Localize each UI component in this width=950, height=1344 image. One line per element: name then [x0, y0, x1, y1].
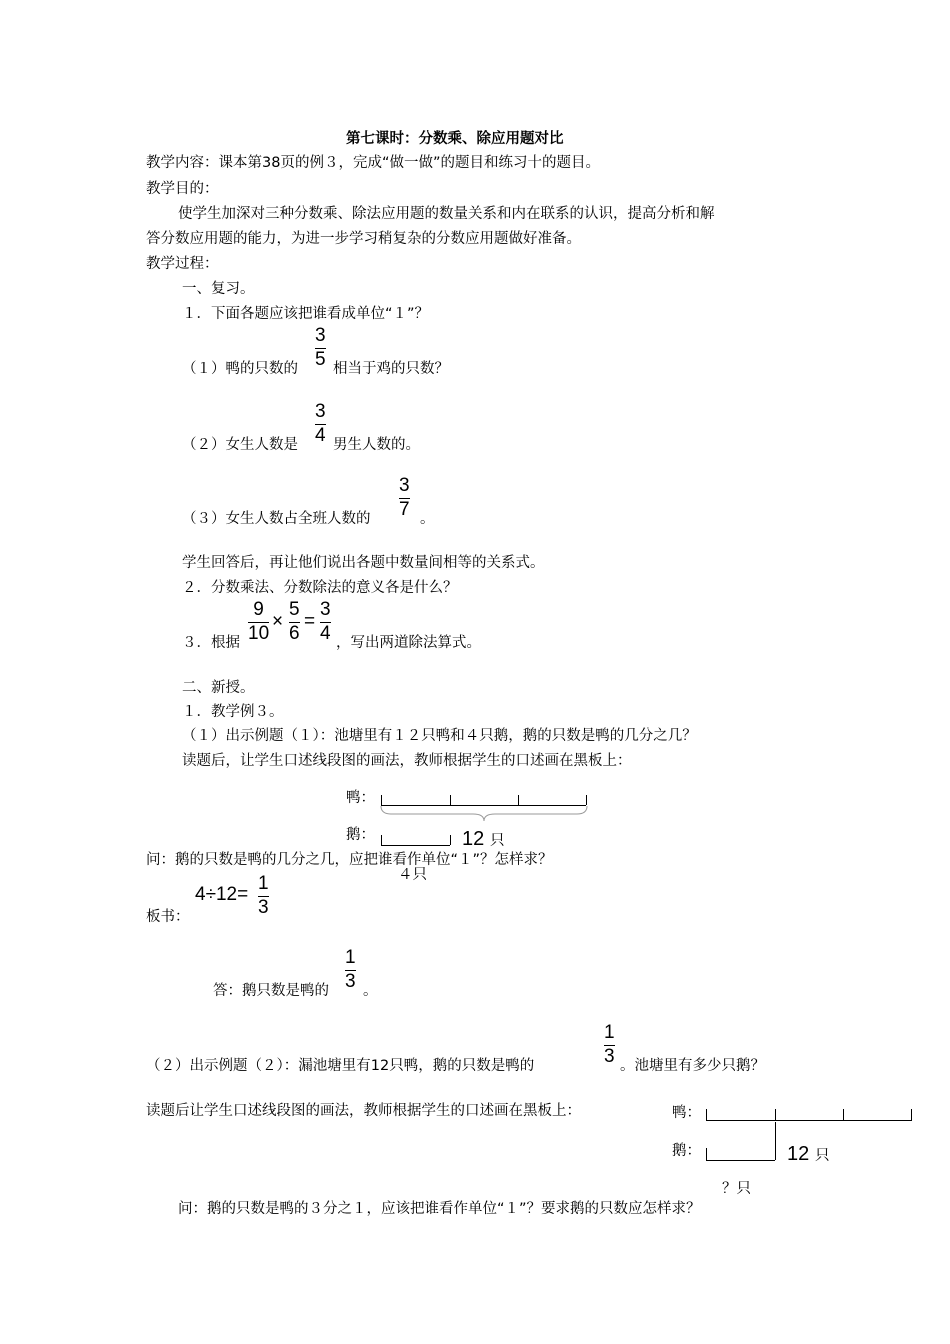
fraction-denominator: 3 [345, 971, 356, 992]
goose-unknown: ？只 [722, 1181, 751, 1197]
fraction-numerator: 3 [320, 599, 331, 620]
fraction-denominator: 4 [315, 425, 326, 446]
fraction-denominator: 4 [320, 623, 331, 644]
calculation: 4÷12= [195, 884, 249, 905]
example-2-suffix: 。池塘里有多少只鹅？ [620, 1058, 765, 1074]
fraction-denominator: 7 [399, 499, 410, 520]
total-unit: 只 [490, 833, 505, 849]
fraction-3-4 [320, 600, 331, 644]
teaching-content: 教学内容：课本第38页的例３，完成“做一做”的题目和练习十的题目。 [146, 155, 600, 171]
segment-tick [911, 1109, 912, 1120]
fraction-numerator: 5 [289, 599, 300, 620]
fraction-numerator: 9 [253, 599, 264, 620]
fraction-numerator: 3 [315, 325, 326, 346]
review-item-3-suffix: 。 [420, 511, 435, 527]
total-brace [381, 806, 587, 822]
goose-count: ４只 [398, 867, 427, 883]
duck-segment [706, 1120, 912, 1121]
board-label: 板书： [146, 909, 190, 925]
fraction-denominator: 10 [248, 623, 270, 644]
example-1: （１）出示例题（１）：池塘里有１２只鸭和４只鹅，鹅的只数是鸭的几分之几？ [182, 728, 697, 744]
times-sign: × [272, 611, 284, 632]
fraction-numerator: 1 [604, 1022, 615, 1043]
fraction-numerator: 3 [315, 401, 326, 422]
new-heading: 二、新授。 [182, 680, 255, 696]
segment-tick [518, 795, 519, 805]
goal-text-line-1: 使学生加深对三种分数乘、除法应用题的数量关系和内在联系的认识，提高分析和解 [178, 206, 715, 222]
fraction-9-10 [248, 600, 269, 644]
review-question-2: ２．分数乘法、分数除法的意义各是什么？ [182, 580, 458, 596]
segment-tick [775, 1122, 776, 1160]
review-item-1-prefix: （１）鸭的只数的 [182, 361, 298, 377]
fraction-1-3 [604, 1023, 615, 1067]
fraction-3-4 [315, 402, 326, 446]
review-question-3-suffix: ，写出两道除法算式。 [336, 635, 481, 651]
answer-prefix: 答：鹅只数是鸭的 [213, 983, 329, 999]
segment-tick [450, 835, 451, 845]
goose-segment [706, 1160, 775, 1161]
example-2-prefix: （２）出示例题（２）：漏池塘里有12只鸭，鹅的只数是鸭的 [146, 1058, 535, 1074]
segment-tick [843, 1109, 844, 1120]
segment-tick [706, 1148, 707, 1160]
fraction-3-7 [399, 476, 410, 520]
fraction-denominator: 3 [604, 1046, 615, 1067]
answer-suffix: 。 [363, 983, 378, 999]
review-question-3-prefix: ３．根据 [182, 635, 240, 651]
review-question-1: １．下面各题应该把谁看成单位“１”？ [182, 306, 430, 322]
fraction-5-6 [289, 600, 300, 644]
goose-segment [381, 845, 450, 846]
segment-tick [450, 795, 451, 805]
goal-text-line-2: 答分数应用题的能力，为进一步学习稍复杂的分数应用题做好准备。 [146, 231, 581, 247]
review-heading: 一、复习。 [182, 281, 255, 297]
duck-label: 鸭： [672, 1105, 701, 1121]
review-after: 学生回答后，再让他们说出各题中数量间相等的关系式。 [182, 555, 545, 571]
fraction-1-3 [345, 948, 356, 992]
total-count: 12 [787, 1143, 810, 1165]
segment-tick [706, 1109, 707, 1120]
total-unit: 只 [815, 1148, 830, 1164]
segment-tick [775, 1109, 776, 1120]
process-label: 教学过程： [146, 256, 219, 272]
equals-sign: = [304, 611, 316, 632]
fraction-numerator: 1 [258, 873, 269, 894]
new-step-1: １．教学例３。 [182, 704, 284, 720]
review-item-3-prefix: （３）女生人数占全班人数的 [182, 511, 371, 527]
fraction-numerator: 1 [345, 947, 356, 968]
review-item-1-suffix: 相当于鸡的只数？ [333, 361, 449, 377]
reading-instruction-1: 读题后，让学生口述线段图的画法，教师根据学生的口述画在黑板上： [182, 753, 632, 769]
fraction-numerator: 3 [399, 475, 410, 496]
goose-label: 鹅： [346, 827, 375, 843]
fraction-denominator: 3 [258, 897, 269, 918]
page-title: 第七课时：分数乘、除应用题对比 [346, 131, 564, 147]
reading-instruction-2: 读题后让学生口述线段图的画法，教师根据学生的口述画在黑板上： [146, 1103, 581, 1119]
fraction-denominator: 6 [289, 623, 300, 644]
goal-label: 教学目的： [146, 181, 219, 197]
total-count: 12 [462, 828, 485, 850]
segment-tick [381, 835, 382, 845]
review-item-2-suffix: 男生人数的。 [333, 437, 420, 453]
review-item-2-prefix: （２）女生人数是 [182, 437, 298, 453]
segment-tick [586, 795, 587, 805]
question-1: 问：鹅的只数是鸭的几分之几，应把谁看作单位“１”？怎样求？ [146, 852, 553, 868]
fraction-3-5 [315, 326, 326, 370]
goose-label: 鹅： [672, 1143, 701, 1159]
question-2: 问：鹅的只数是鸭的３分之１，应该把谁看作单位“１”？要求鹅的只数应怎样求？ [178, 1201, 701, 1217]
duck-label: 鸭： [346, 790, 375, 806]
segment-tick [381, 795, 382, 805]
fraction-denominator: 5 [315, 349, 326, 370]
fraction-1-3 [258, 874, 269, 918]
